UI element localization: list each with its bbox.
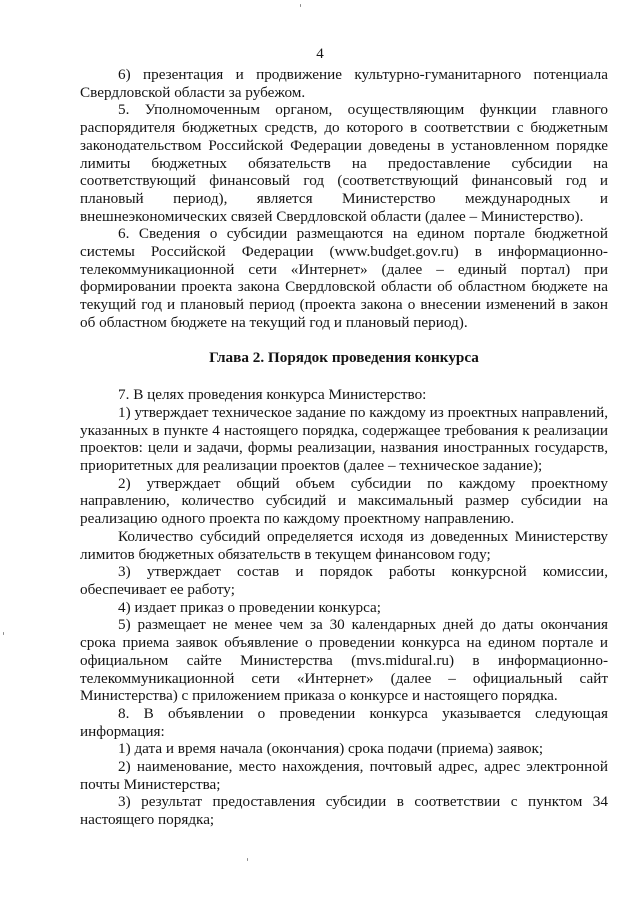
paragraph-clause-5: 5. Уполномоченным органом, осуществляющим функции главного распорядителя бюджетных средств, до которого в соответствии с бюджетным законодательством Российской Федерации доведены в установленном порядке лимиты бюджетных обязательств на предоставление субсидии на соответствующий финансовый год (соответствующий финансовый год и плановый период), является Министерство международных и внешнеэкономических связей Свердловской области (далее – Министерство). bbox=[80, 101, 608, 225]
paragraph-clause-7-item-4: 4) издает приказ о проведении конкурса; bbox=[118, 598, 382, 616]
paragraph-clause-7-item-2: 2) утверждает общий объем субсидии по каждому проектному направлению, количество субсидий и максимальный размер субсидии на реализацию одного проекта по каждому проектному направлению. bbox=[80, 474, 608, 528]
paragraph-clause-7-item-5: 5) размещает не менее чем за 30 календарных дней до даты окончания срока приема заявок объявление о проведении конкурса на едином портале и официальном сайте Министерства (mvs.midural.ru) в информационно-телекоммуникационной сети «Интернет» (далее – официальный сайт Министерства) с приложением приказа о конкурсе и настоящего порядка. bbox=[80, 616, 608, 705]
paragraph-clause-8-item-1: 1) дата и время начала (окончания) срока подачи (приема) заявок; bbox=[118, 740, 544, 758]
scan-speck bbox=[247, 858, 248, 861]
paragraph-clause-8-item-2: 2) наименование, место нахождения, почтовый адрес, адрес электронной почты Министерства; bbox=[80, 758, 608, 793]
paragraph-clause-7-item-1: 1) утверждает техническое задание по каждому из проектных направлений, указанных в пункте 4 настоящего порядка, содержащее требования к реализации проектов: цели и задачи, формы реализации, названия иностранных государств, приоритетных для реализации проектов (далее – техническое задание); bbox=[80, 403, 608, 475]
paragraph-clause-8: 8. В объявлении о проведении конкурса указывается следующая информация: bbox=[80, 704, 608, 740]
paragraph-clause-7: 7. В целях проведения конкурса Министерство: bbox=[118, 386, 427, 404]
paragraph-item-6: 6) презентация и продвижение культурно-гуманитарного потенциала Свердловской области за рубежом. bbox=[80, 66, 608, 101]
page-number: 4 bbox=[316, 46, 324, 62]
document-body bbox=[80, 66, 608, 829]
chapter-heading: Глава 2. Порядок проведения конкурса bbox=[209, 348, 479, 366]
scan-speck bbox=[300, 4, 301, 7]
paragraph-clause-8-item-3: 3) результат предоставления субсидии в соответствии с пунктом 34 настоящего порядка; bbox=[80, 793, 608, 829]
paragraph-clause-7-item-3: 3) утверждает состав и порядок работы конкурсной комиссии, обеспечивает ее работу; bbox=[80, 563, 608, 598]
paragraph-subsidy-count: Количество субсидий определяется исходя из доведенных Министерству лимитов бюджетных обязательств в текущем финансовом году; bbox=[80, 527, 608, 563]
scan-speck bbox=[3, 632, 4, 635]
paragraph-clause-6: 6. Сведения о субсидии размещаются на едином портале бюджетной системы Российской Федерации (www.budget.gov.ru) в информационно-телекоммуникационной сети «Интернет» (далее – единый портал) при формировании проекта закона Свердловской области об областном бюджете на текущий год и плановый период (проекта закона о внесении изменений в закон об областном бюджете на текущий год и плановый период). bbox=[80, 225, 608, 331]
